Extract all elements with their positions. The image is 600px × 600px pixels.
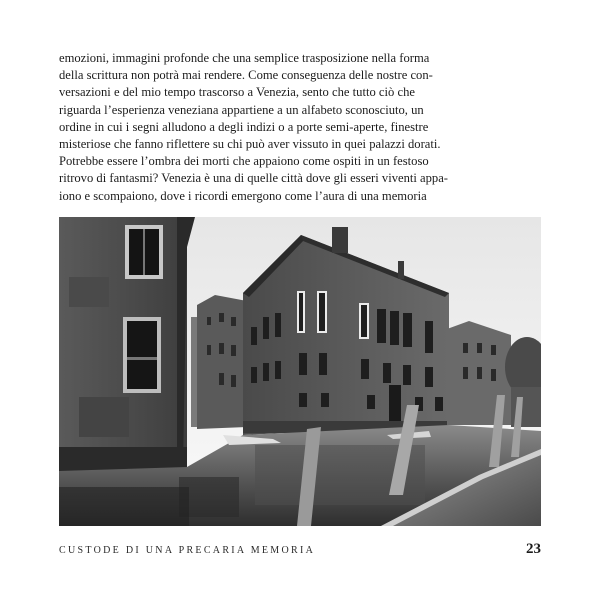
text-line: Potrebbe essere l’ombra dei morti che appaiono come ospiti in un festoso bbox=[59, 154, 429, 169]
text-line: versazioni e del mio tempo trascorso a Venezia, sento che tutto ciò che bbox=[59, 85, 415, 100]
text-line: ordine in cui i segni alludono a degli indizi o a porte semi-aperte, finestre bbox=[59, 119, 429, 134]
venice-canal-photo bbox=[59, 217, 541, 526]
body-text bbox=[59, 50, 448, 205]
text-line: riguarda l’esperienza veneziana appartiene a un alfabeto sconosciuto, un bbox=[59, 102, 424, 117]
text-line: misteriose che fanno riflettere su chi può aver vissuto in quei palazzi dorati. bbox=[59, 137, 441, 152]
text-line: della scrittura non potrà mai rendere. Come conseguenza delle nostre con- bbox=[59, 68, 433, 83]
text-line: iono e scompaiono, dove i ricordi emergono come l’aura di una memoria bbox=[59, 188, 427, 203]
running-title: CUSTODE DI UNA PRECARIA MEMORIA bbox=[59, 545, 316, 556]
text-line: emozioni, immagini profonde che una semplice trasposizione nella forma bbox=[59, 51, 430, 65]
text-line: ritrovo di fantasmi? Venezia è una di quelle città dove gli esseri viventi appa- bbox=[59, 171, 448, 186]
page-number: 23 bbox=[526, 541, 541, 557]
